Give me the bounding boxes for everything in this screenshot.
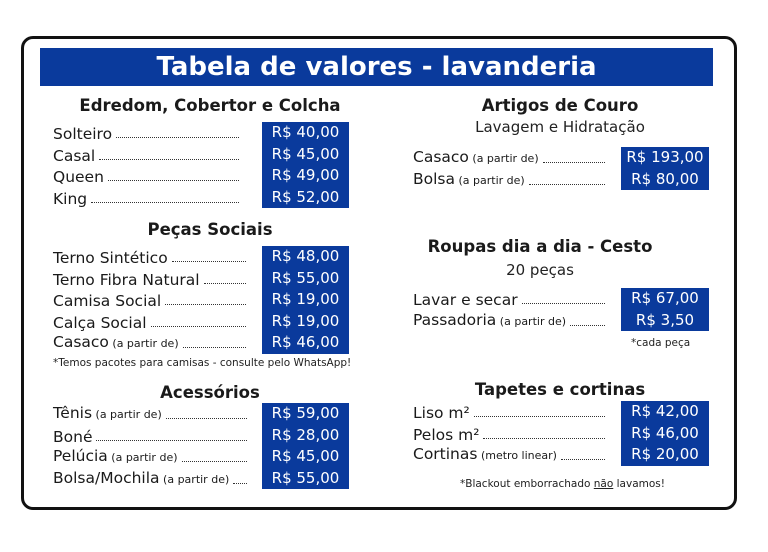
tapetes-footnote xyxy=(460,478,665,490)
price-row xyxy=(53,469,251,489)
section-edredom xyxy=(52,96,368,115)
dot-leader xyxy=(182,460,248,462)
price-row xyxy=(53,247,250,267)
item-label xyxy=(53,147,95,165)
price-row xyxy=(53,123,243,143)
dot-leader xyxy=(172,260,246,262)
item-note: (a partir de) xyxy=(468,152,539,165)
item-label xyxy=(413,426,479,444)
price-row xyxy=(53,188,243,208)
dot-leader xyxy=(166,417,247,419)
price-badge: R$ 193,00 xyxy=(621,147,709,169)
page-title: Tabela de valores - lavanderia xyxy=(40,48,713,86)
dot-leader xyxy=(183,346,246,348)
dot-leader xyxy=(204,282,246,284)
item-label xyxy=(53,314,147,332)
item-note: (a partir de) xyxy=(159,472,230,486)
price-badge: R$ 40,00 xyxy=(262,122,349,144)
item-label xyxy=(53,249,168,267)
section-pecas xyxy=(52,220,368,239)
price-badge: R$ 45,00 xyxy=(262,144,349,166)
item-label xyxy=(53,333,179,353)
item-note: (a partir de) xyxy=(107,451,178,464)
dot-leader xyxy=(96,439,247,441)
item-name: Terno Sintético xyxy=(53,249,168,267)
item-note: (a partir de) xyxy=(92,408,162,421)
item-name: Bolsa xyxy=(413,169,455,188)
dot-leader xyxy=(483,437,605,439)
item-note: (a partir de) xyxy=(108,337,179,350)
item-note: (a partir de) xyxy=(496,314,567,328)
dot-leader xyxy=(522,302,605,304)
item-label xyxy=(413,170,525,190)
price-row xyxy=(53,166,243,186)
item-label xyxy=(53,469,229,489)
price-row xyxy=(53,269,250,289)
section-subtitle: Lavagem e Hidratação xyxy=(475,118,645,136)
price-badge: R$ 45,00 xyxy=(262,446,349,468)
section-title: Roupas dia a dia - Cesto xyxy=(427,237,653,256)
item-name: Boné xyxy=(53,427,93,446)
item-name: Casal xyxy=(53,146,96,165)
item-name: Camisa Social xyxy=(53,292,162,310)
price-row xyxy=(53,333,250,353)
item-name: Tênis xyxy=(53,404,93,422)
item-name: Pelos m² xyxy=(413,425,480,444)
item-label xyxy=(53,168,104,186)
item-name: Casaco xyxy=(413,148,469,166)
section-roupas xyxy=(412,237,668,279)
price-badge: R$ 3,50 xyxy=(621,310,709,332)
price-row xyxy=(413,445,609,465)
item-name: Pelúcia xyxy=(53,447,108,465)
price-row xyxy=(413,170,609,190)
price-row xyxy=(413,424,609,444)
item-label xyxy=(53,428,92,446)
price-badge: R$ 19,00 xyxy=(262,289,349,311)
price-badge: R$ 49,00 xyxy=(262,165,349,187)
item-label xyxy=(53,447,178,467)
section-title: Peças Sociais xyxy=(147,220,273,239)
item-name: Calça Social xyxy=(53,313,147,332)
dot-leader xyxy=(570,324,605,326)
price-badge: R$ 20,00 xyxy=(621,444,709,466)
price-badge: R$ 42,00 xyxy=(621,401,709,423)
price-badge: R$ 48,00 xyxy=(262,246,349,268)
dot-leader xyxy=(233,482,247,484)
item-label xyxy=(53,404,162,424)
item-name: King xyxy=(53,189,88,208)
dot-leader xyxy=(529,183,605,185)
item-label xyxy=(413,291,518,309)
price-badge: R$ 28,00 xyxy=(262,425,349,447)
section-title: Edredom, Cobertor e Colcha xyxy=(79,96,341,115)
price-row xyxy=(53,426,251,446)
dot-leader xyxy=(543,161,605,163)
price-badge: R$ 19,00 xyxy=(262,311,349,333)
footnote-emphasis: não xyxy=(593,478,614,490)
item-name: Terno Fibra Natural xyxy=(53,270,200,289)
price-row xyxy=(413,402,609,422)
price-row xyxy=(53,145,243,165)
item-label xyxy=(413,311,566,331)
price-row xyxy=(53,404,251,424)
dot-leader xyxy=(91,201,239,203)
dot-leader xyxy=(116,136,239,138)
price-badge: R$ 55,00 xyxy=(262,268,349,290)
price-badge: R$ 52,00 xyxy=(262,187,349,209)
section-tapetes xyxy=(412,380,708,399)
section-title: Tapetes e cortinas xyxy=(474,380,646,399)
item-name: Casaco xyxy=(53,333,109,351)
price-row xyxy=(413,289,609,309)
section-acessorios xyxy=(52,383,368,402)
dot-leader xyxy=(474,415,605,417)
section-title: Artigos de Couro xyxy=(481,96,639,115)
price-row xyxy=(413,311,609,331)
pecas-footnote: *Temos pacotes para camisas - consulte pelo WhatsApp! xyxy=(53,357,352,369)
price-row xyxy=(53,312,250,332)
footnote-text: *Blackout emborrachado xyxy=(460,478,594,490)
item-note: (metro linear) xyxy=(477,449,557,462)
item-name: Cortinas xyxy=(413,445,478,463)
item-label xyxy=(413,445,557,465)
item-name: Solteiro xyxy=(53,125,113,143)
item-label xyxy=(53,271,200,289)
item-name: Lavar e secar xyxy=(413,291,518,309)
item-name: Liso m² xyxy=(413,404,470,422)
item-label xyxy=(413,404,470,422)
item-name: Passadoria xyxy=(413,310,497,329)
item-label xyxy=(413,148,539,168)
footnote-text: lavamos! xyxy=(613,478,665,490)
price-badge: R$ 59,00 xyxy=(262,403,349,425)
dot-leader xyxy=(151,325,246,327)
item-name: Bolsa/Mochila xyxy=(53,468,160,487)
price-row xyxy=(53,290,250,310)
price-badge: R$ 55,00 xyxy=(262,468,349,490)
dot-leader xyxy=(108,179,239,181)
roupas-footnote: *cada peça xyxy=(631,337,691,349)
price-badge: R$ 67,00 xyxy=(621,288,709,310)
section-title: Acessórios xyxy=(160,383,260,402)
item-name: Queen xyxy=(53,168,104,186)
item-note: (a partir de) xyxy=(455,173,525,187)
section-subtitle: 20 peças xyxy=(506,261,574,279)
dot-leader xyxy=(165,303,246,305)
section-couro xyxy=(412,96,708,136)
dot-leader xyxy=(99,158,239,160)
dot-leader xyxy=(561,458,605,460)
item-label xyxy=(53,292,161,310)
item-label xyxy=(53,125,112,143)
price-badge: R$ 46,00 xyxy=(262,332,349,354)
price-row xyxy=(413,148,609,168)
item-label xyxy=(53,190,87,208)
price-row xyxy=(53,447,251,467)
price-badge: R$ 46,00 xyxy=(621,423,709,445)
price-badge: R$ 80,00 xyxy=(621,169,709,191)
